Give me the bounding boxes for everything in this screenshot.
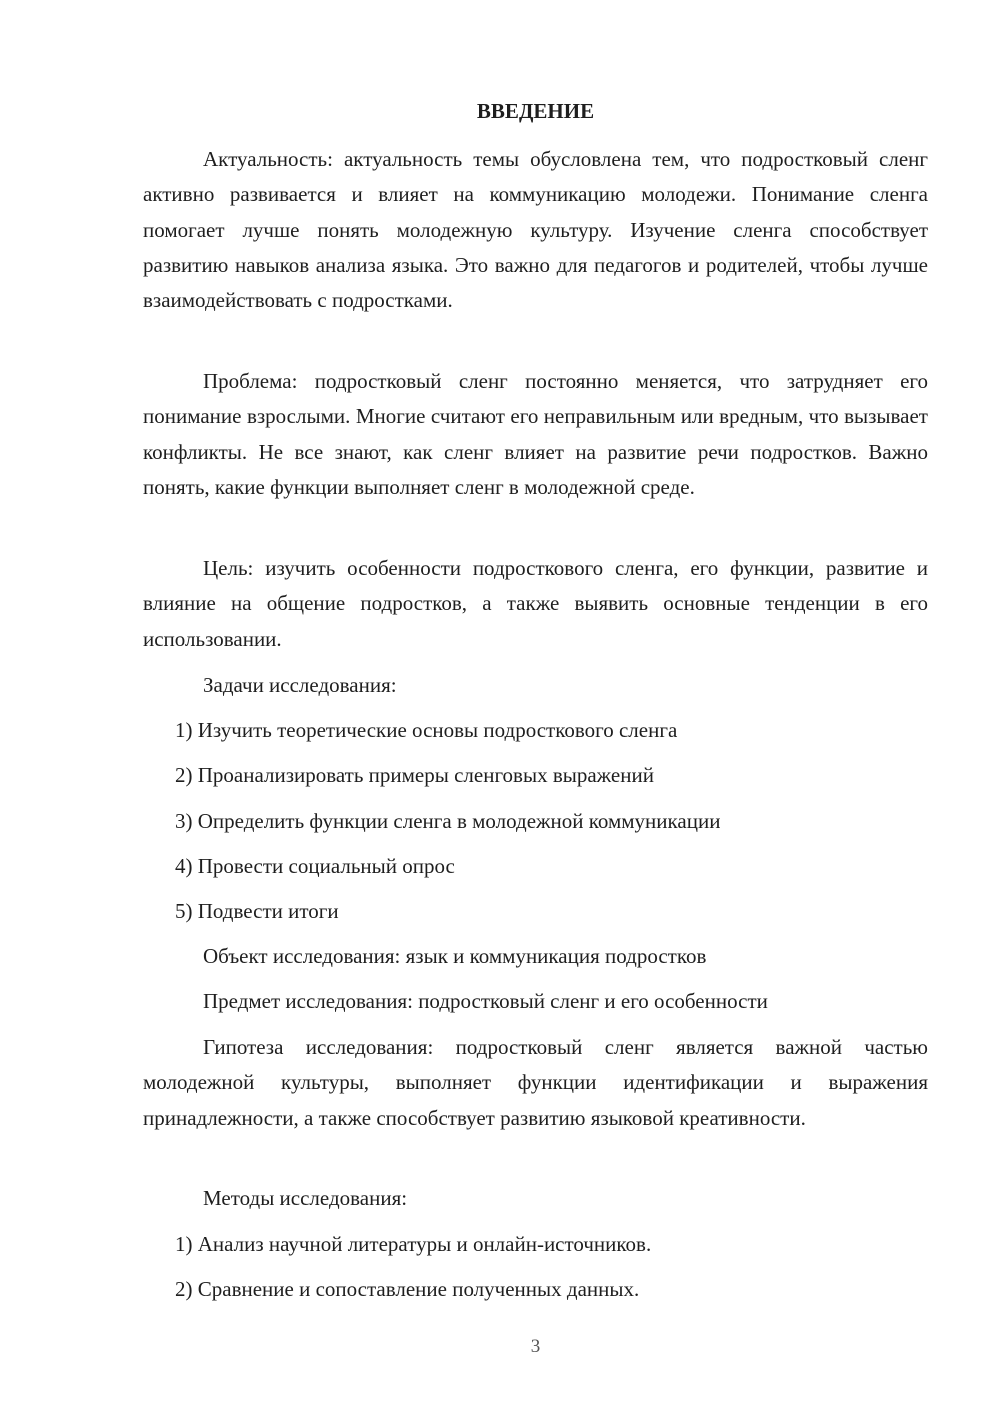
relevance-paragraph: Актуальность: актуальность темы обусловлена тем, что подростковый сленг активно развивается и влияет на коммуникацию молодежи. Понимание сленга помогает лучше понять молодежную культуру. Изучение сленга способствует развитию навыков анализа языка. Это важно для педагогов и родителей, чтобы лучше взаимодействовать с подростками. xyxy=(143,147,928,313)
task-item: 1) Изучить теоретические основы подросткового сленга xyxy=(175,718,678,742)
research-object: Объект исследования: язык и коммуникация подростков xyxy=(203,944,707,968)
task-item: 4) Провести социальный опрос xyxy=(175,854,455,878)
method-item: 2) Сравнение и сопоставление полученных данных. xyxy=(175,1277,640,1301)
methods-heading: Методы исследования: xyxy=(203,1186,408,1210)
task-item: 2) Проанализировать примеры сленговых выражений xyxy=(175,763,654,787)
research-subject: Предмет исследования: подростковый сленг и его особенности xyxy=(203,989,768,1013)
task-item: 5) Подвести итоги xyxy=(175,899,339,923)
hypothesis-paragraph: Гипотеза исследования: подростковый сленг является важной частью молодежной культуры, выполняет функции идентификации и выражения принадлежности, а также способствует развитию языковой креативности. xyxy=(143,1035,928,1130)
problem-paragraph: Проблема: подростковый сленг постоянно меняется, что затрудняет его понимание взрослыми. Многие считают его неправильным или вредным, что вызывает конфликты. Не все знают, как сленг влияет на развитие речи подростков. Важно понять, какие функции выполняет сленг в молодежной среде. xyxy=(143,369,928,499)
goal-paragraph: Цель: изучить особенности подросткового сленга, его функции, развитие и влияние на общение подростков, а также выявить основные тенденции в его использовании. xyxy=(143,556,928,651)
page-number: 3 xyxy=(530,1336,541,1357)
task-item: 3) Определить функции сленга в молодежной коммуникации xyxy=(175,809,721,833)
tasks-heading: Задачи исследования: xyxy=(203,673,397,697)
method-item: 1) Анализ научной литературы и онлайн-источников. xyxy=(175,1232,652,1256)
section-title: ВВЕДЕНИЕ xyxy=(476,99,595,123)
